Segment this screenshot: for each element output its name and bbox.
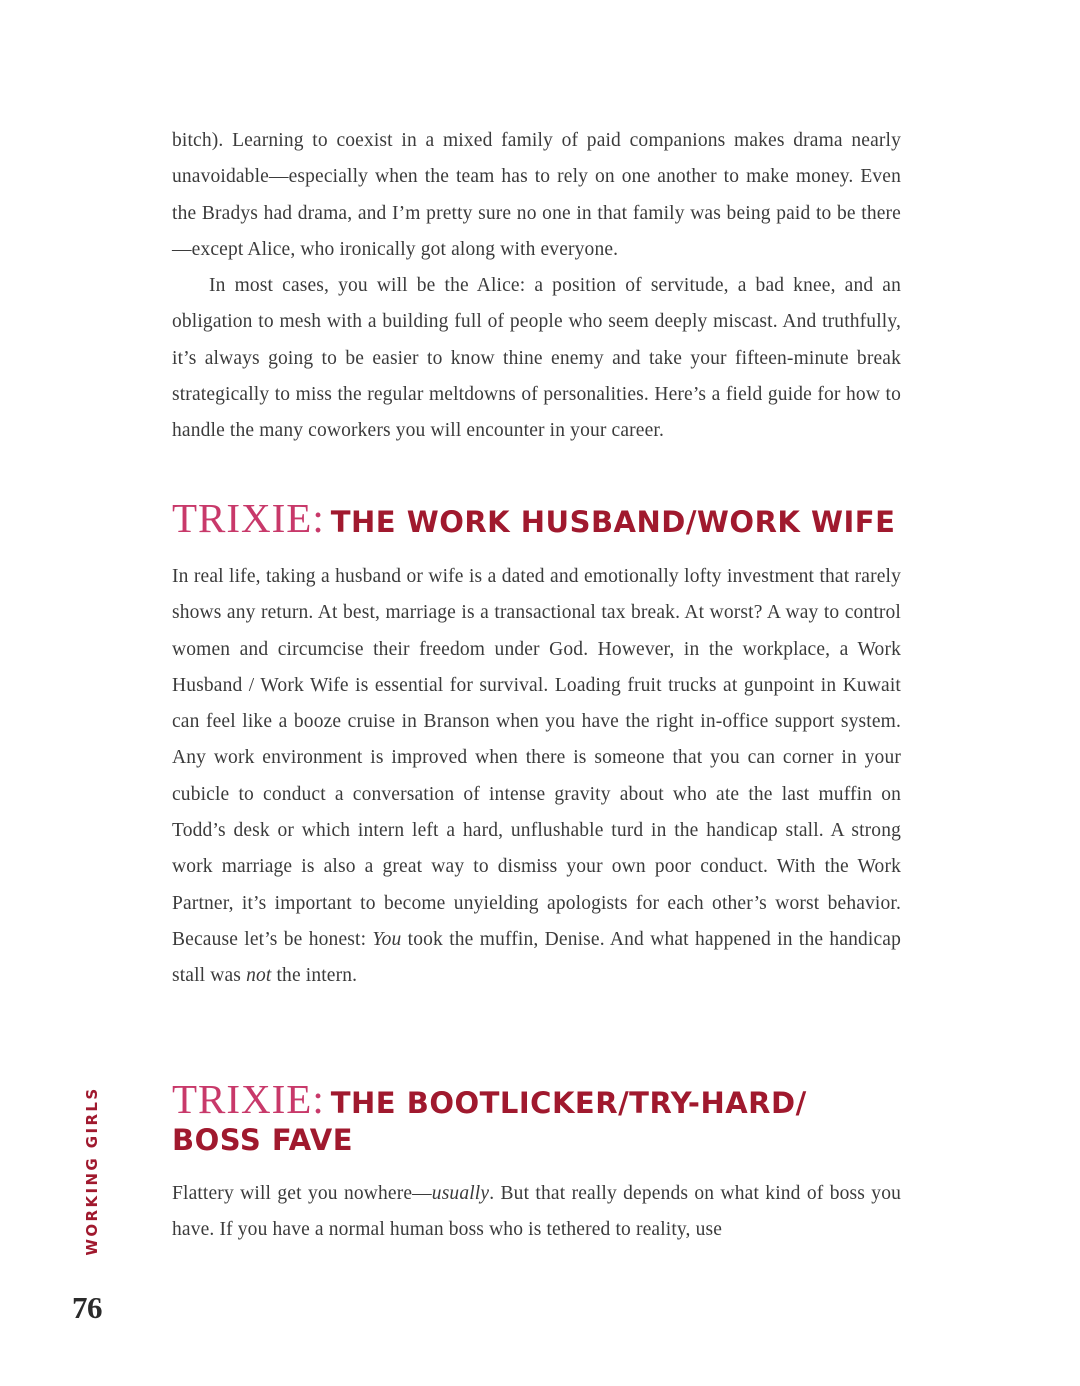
body-paragraph: In most cases, you will be the Alice: a position of servitude, a bad knee, and an obligation to mesh with a building full of people who seem deeply miscast. And truthfully, it’s always going to be easier to know thine enemy and take your fifteen-minute break strategically to miss the regular meltdowns of personalities. Here’s a field guide for how to handle the many coworkers you will encounter in your career. — [172, 275, 901, 442]
section-bootlicker-body — [172, 1176, 901, 1249]
section-heading — [172, 495, 901, 541]
body-paragraph: bitch). Learning to coexist in a mixed family of paid companions makes drama nearly unavoidable—especially when the team has to rely on one another to make money. Even the Bradys had drama, and I’m pretty sure no one in that family was being paid to be there—except Alice, who ironically got along with everyone. — [172, 130, 901, 260]
emphasis-text: You — [372, 928, 402, 950]
heading-lead: TRIXIE: — [172, 495, 325, 541]
heading-title: THE BOOTLICKER/TRY-HARD/ — [330, 1086, 807, 1120]
emphasis-text: usually — [431, 1183, 490, 1204]
running-head: WORKING GIRLS — [83, 1086, 101, 1256]
body-paragraph — [172, 559, 901, 995]
page-number: 76 — [72, 1290, 102, 1325]
section-heading-work-husband — [172, 495, 901, 541]
emphasis-text: not — [246, 965, 272, 987]
body-text: In real life, taking a husband or wife is a dated and emotionally lofty investment that rarely shows any return. At best, marriage is a transactional tax break. At worst? A way to control women and circumcise their freedom under God. However, in the workplace, a Work Husband / Work Wife is essential for survival. Loading fruit trucks at gunpoint in Kuwait can feel like a booze cruise in Branson when you have the right in-office support system. Any work environment is improved when there is someone that you can corner in your cubicle to conduct a conversation of intense gravity about who ate the last muffin on Todd’s desk or which intern left a hard, unflushable turd in the handicap stall. A strong work marriage is also a great way to dismiss your own poor conduct. With the Work Partner, it’s important to become unyielding apologists for each other’s worst behavior. Because let’s be honest: — [172, 566, 901, 950]
section-heading-bootlicker — [172, 1076, 901, 1157]
heading-lead: TRIXIE: — [172, 1076, 325, 1122]
heading-title-continued: BOSS FAVE — [172, 1123, 354, 1157]
section-heading — [172, 1076, 901, 1157]
body-text: the intern. — [271, 965, 358, 987]
body-text: . But that really depends on what kind of boss you have. If you have a normal human boss who is tethered to reality, use — [172, 1183, 901, 1241]
section-work-husband-body — [172, 559, 901, 995]
section-intro — [172, 123, 901, 450]
body-paragraph — [172, 1176, 901, 1249]
body-text: Flattery will get you nowhere— — [172, 1183, 432, 1204]
body-text: took the muffin, Denise. And what happened in the handicap stall was — [172, 928, 901, 987]
heading-title: THE WORK HUSBAND/WORK WIFE — [330, 505, 896, 539]
